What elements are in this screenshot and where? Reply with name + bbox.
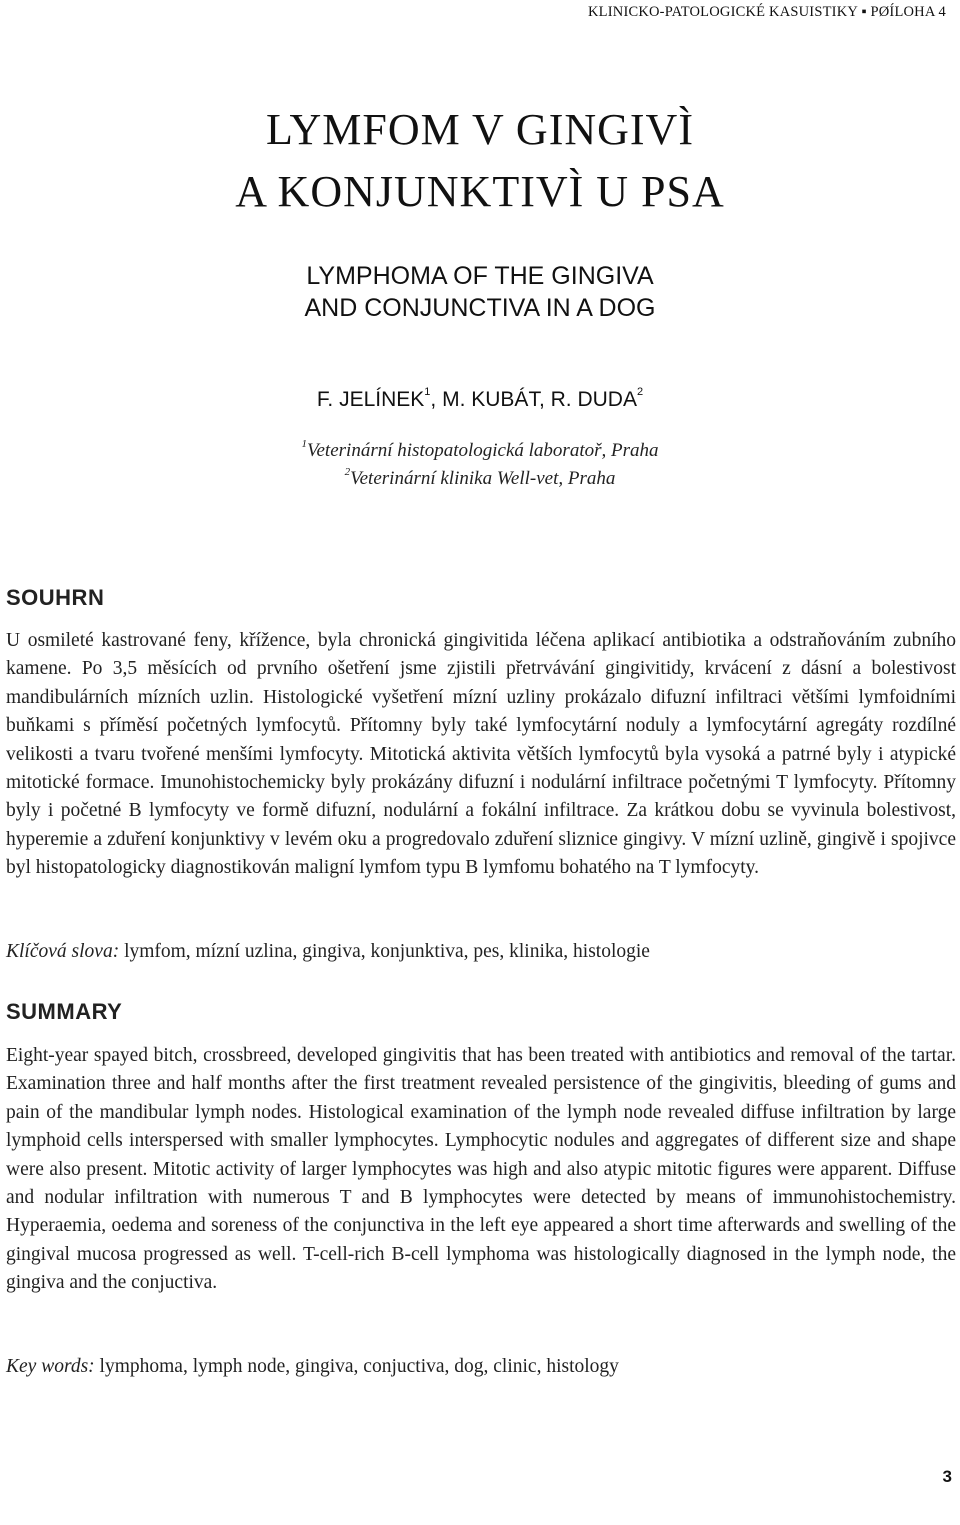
souhrn-heading: SOUHRN <box>6 585 105 610</box>
czech-keywords-label: Klíčová slova: <box>6 941 120 962</box>
article-title-line-1: LYMFOM V GINGIVÌ <box>266 105 694 154</box>
author-others: , M. KUBÁT, R. DUDA <box>430 388 637 411</box>
author-list <box>0 388 960 412</box>
affiliation-2 <box>0 468 960 490</box>
czech-keywords <box>6 938 650 966</box>
english-keywords-list: lymphoma, lymph node, gingiva, conjuctiva, dog, clinic, histology <box>94 1356 619 1377</box>
souhrn-abstract: U osmileté kastrované feny, křížence, byla chronická gingivitida léčena aplikací antibiotika a odstraňováním zubního kamene. Po 3,5 měsících od prvního ošetření jsme zjistili přetrvávání gingivitidy, krvácení z dásní a bolestivost mandibulárních mízních uzlin. Histologické vyšetření mízní uzliny prokázalo difuzní infiltraci většími lymfoidními buňkami s příměsí početných lymfocytů. Přítomny byly také lymfocytární noduly a lymfocytární agregáty rozdílné velikosti a tvaru tvořené menšími lymfocyty. Mitotická aktivita větších lymfocytů byla vysoká a patrné byly i atypické mitotické formace. Imunohistochemicky byly prokázány difuzní i nodulární infiltrace početnými T lymfocyty. Přítomny byly i početné B lymfocyty ve formě difuzní, nodulární a fokální infiltrace. Za krátkou dobu se vyvinula bolestivost, hyperemie a zduření konjunktivy v levém oku a progredovalo zduření sliznice gingivy. V mízní uzlině, gingivě i spojivce byl histopatologicky diagnostikován maligní lymfom typu B lymfomu bohatého na T lymfocyty. <box>6 630 956 879</box>
page-number: 3 <box>942 1467 952 1486</box>
affiliation-2-mark: 2 <box>344 466 351 478</box>
english-keywords <box>6 1353 619 1381</box>
running-header: KLINICKO-PATOLOGICKÉ KASUISTIKY ▪ PØÍLOHA 4 <box>588 4 946 20</box>
english-title-line-2: AND CONJUNCTIVA IN A DOG <box>304 294 656 322</box>
author-3-affiliation-mark: 2 <box>636 386 644 398</box>
summary-abstract: Eight-year spayed bitch, crossbreed, developed gingivitis that has been treated with antibiotics and removal of the tartar. Examination three and half months after the first treatment revealed persistence of the gingivitis, bleeding of gums and pain of the mandibular lymph nodes. Histological examination of the lymph node revealed diffuse infiltration by large lymphoid cells interspersed with smaller lymphocytes. Lymphocytic nodules and aggregates of different size and shape were also present. Mitotic activity of larger lymphocytes was high and also atypic mitotic figures were apparent. Diffuse and nodular infiltration with numerous T and B lymphocytes were detected by means of immunohistochemistry. Hyperaemia, oedema and soreness of the conjunctiva in the left eye appeared a short time afterwards and swelling of the gingival mucosa progressed as well. T-cell-rich B-cell lymphoma was histologically diagnosed in the lymph node, the gingiva and the conjuctiva. <box>6 1045 956 1294</box>
affiliation-1-mark: 1 <box>301 438 307 450</box>
author-1-affiliation-mark: 1 <box>424 386 431 398</box>
author-1: F. JELÍNEK <box>316 388 425 411</box>
article-title-line-2: A KONJUNKTIVÌ U PSA <box>235 167 725 216</box>
affiliation-1 <box>0 440 960 462</box>
affiliation-2-text: Veterinární klinika Well-vet, Praha <box>350 468 616 489</box>
english-title-line-1: LYMPHOMA OF THE GINGIVA <box>306 262 654 290</box>
czech-keywords-list: lymfom, mízní uzlina, gingiva, konjunktiva, pes, klinika, histologie <box>119 941 650 962</box>
english-keywords-label: Key words: <box>6 1356 95 1377</box>
summary-heading: SUMMARY <box>6 999 123 1024</box>
affiliation-1-text: Veterinární histopatologická laboratoř, Praha <box>307 440 659 461</box>
